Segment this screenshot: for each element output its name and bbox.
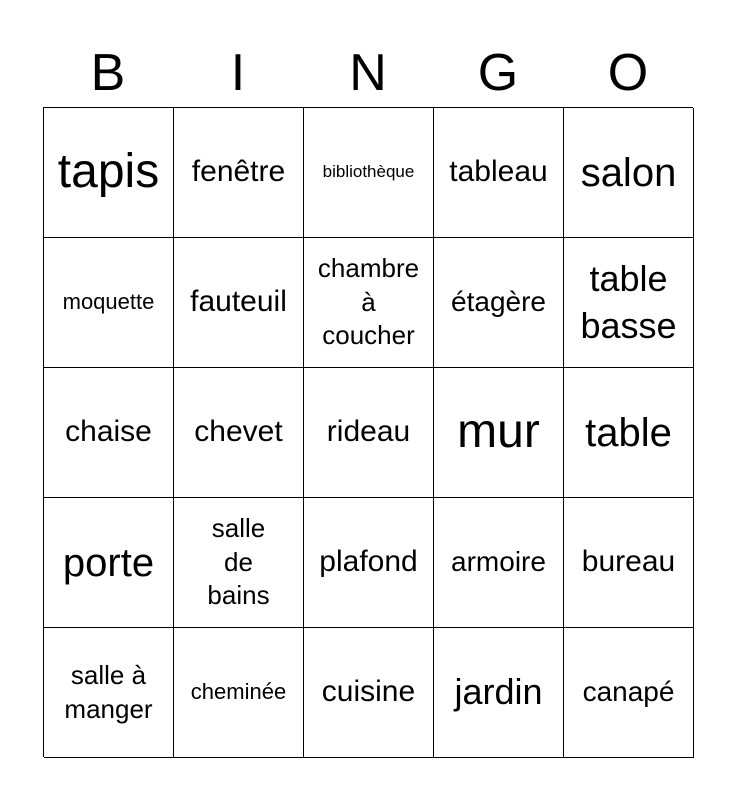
header-letter-i: I bbox=[230, 44, 246, 102]
cell-label: tapis bbox=[57, 145, 160, 199]
cell-label: bureau bbox=[581, 545, 676, 579]
cell-label: bibliothèque bbox=[322, 162, 415, 182]
header-letter-o: O bbox=[607, 44, 649, 102]
bingo-cell[interactable] bbox=[434, 368, 564, 498]
bingo-cell[interactable] bbox=[44, 108, 174, 238]
cell-label: salle à manger bbox=[64, 659, 153, 724]
cell-label: mur bbox=[457, 405, 540, 459]
cell-label: cheminée bbox=[190, 679, 287, 705]
cell-label: fenêtre bbox=[191, 155, 286, 189]
bingo-cell[interactable] bbox=[434, 498, 564, 628]
cell-label: porte bbox=[62, 540, 155, 585]
bingo-cell[interactable] bbox=[44, 368, 174, 498]
bingo-cell[interactable] bbox=[304, 238, 434, 368]
bingo-cell[interactable] bbox=[564, 368, 694, 498]
cell-label: salle de bains bbox=[207, 512, 270, 611]
bingo-cell[interactable] bbox=[174, 238, 304, 368]
header-letter-g: G bbox=[477, 44, 519, 102]
bingo-cell[interactable] bbox=[304, 108, 434, 238]
cell-label: rideau bbox=[326, 415, 411, 449]
bingo-cell[interactable] bbox=[44, 498, 174, 628]
bingo-cell[interactable] bbox=[174, 498, 304, 628]
cell-label: étagère bbox=[451, 286, 546, 318]
bingo-header bbox=[43, 40, 693, 106]
bingo-cell[interactable] bbox=[304, 628, 434, 758]
bingo-cell[interactable] bbox=[434, 238, 564, 368]
bingo-cell[interactable] bbox=[44, 628, 174, 758]
bingo-cell[interactable] bbox=[434, 628, 564, 758]
cell-label: fauteuil bbox=[190, 285, 287, 319]
cell-label: table bbox=[585, 410, 672, 455]
bingo-cell[interactable] bbox=[174, 368, 304, 498]
cell-label: moquette bbox=[62, 289, 155, 315]
cell-label: salon bbox=[580, 150, 677, 195]
bingo-cell[interactable] bbox=[564, 238, 694, 368]
cell-label: table basse bbox=[580, 257, 677, 346]
bingo-cell[interactable] bbox=[44, 238, 174, 368]
cell-label: tableau bbox=[449, 155, 548, 189]
bingo-cell[interactable] bbox=[304, 368, 434, 498]
cell-label: chevet bbox=[194, 415, 283, 449]
bingo-cell[interactable] bbox=[564, 498, 694, 628]
cell-label: canapé bbox=[582, 676, 675, 708]
bingo-cell[interactable] bbox=[564, 628, 694, 758]
cell-label: armoire bbox=[451, 546, 546, 578]
bingo-card bbox=[43, 107, 693, 757]
header-letter-n: N bbox=[349, 44, 387, 102]
bingo-cell[interactable] bbox=[174, 628, 304, 758]
bingo-cell[interactable] bbox=[564, 108, 694, 238]
cell-label: chambre à coucher bbox=[317, 252, 420, 351]
cell-label: jardin bbox=[454, 671, 543, 713]
bingo-cell[interactable] bbox=[304, 498, 434, 628]
cell-label: plafond bbox=[319, 545, 418, 579]
cell-label: cuisine bbox=[321, 675, 416, 709]
bingo-cell[interactable] bbox=[174, 108, 304, 238]
header-letter-b: B bbox=[90, 44, 126, 102]
cell-label: chaise bbox=[65, 415, 152, 449]
bingo-cell[interactable] bbox=[434, 108, 564, 238]
